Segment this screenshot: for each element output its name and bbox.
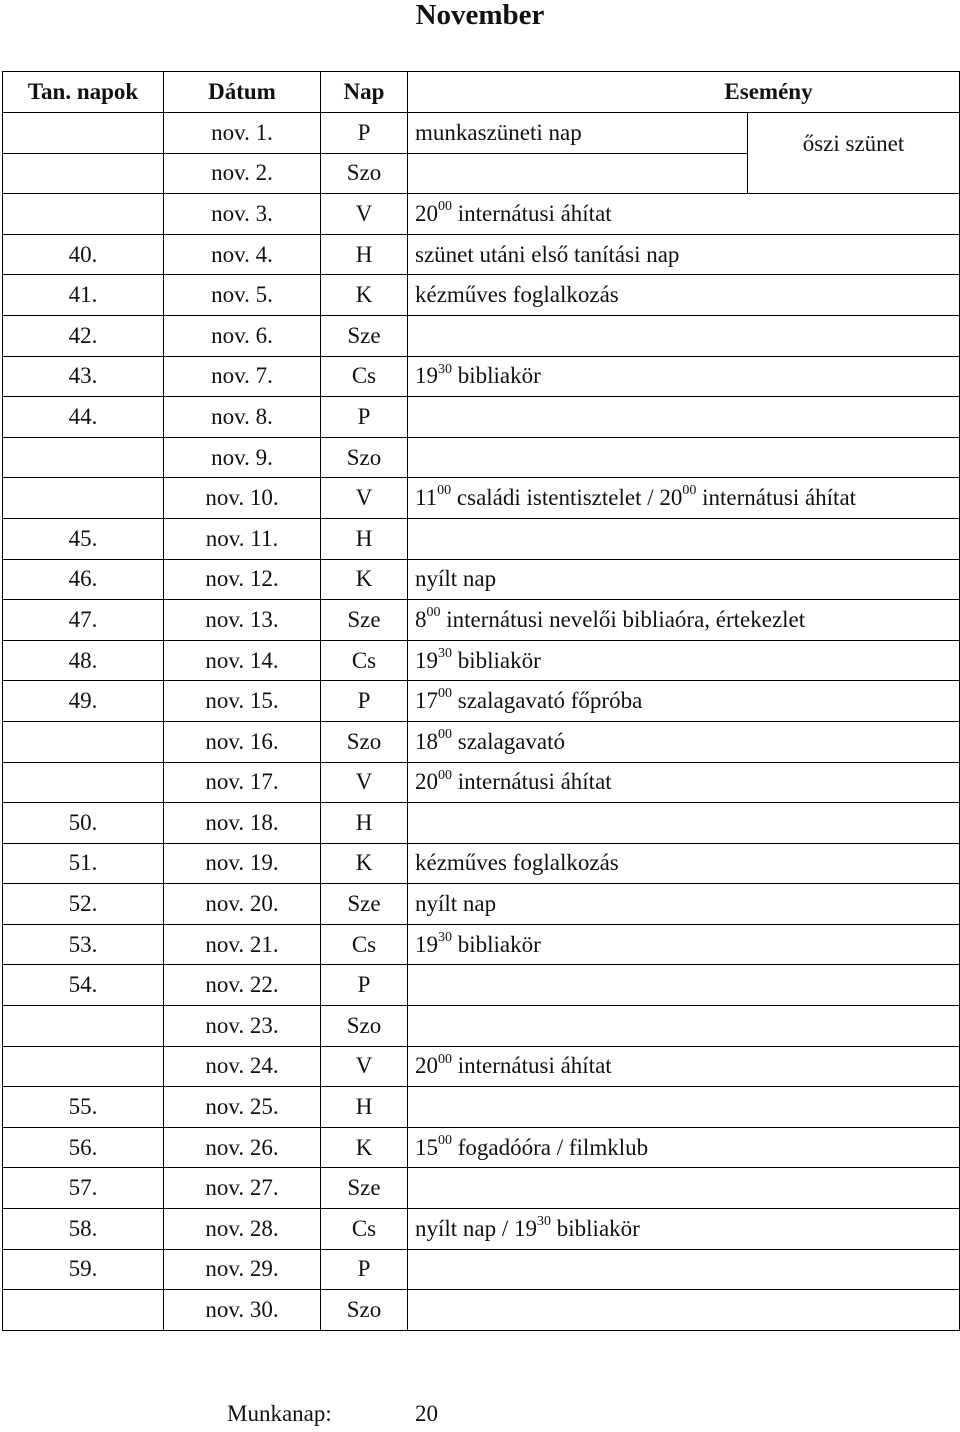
- datum-cell: nov. 24.: [164, 1046, 321, 1087]
- tan-napok-cell: 50.: [3, 803, 164, 844]
- tan-napok-cell: 49.: [3, 681, 164, 722]
- table-row: [3, 803, 960, 844]
- datum-cell: nov. 22.: [164, 965, 321, 1006]
- table-row: [3, 1209, 960, 1250]
- event-text: 15: [415, 1134, 438, 1160]
- nap-cell: P: [321, 1249, 408, 1290]
- table-row: [3, 1168, 960, 1209]
- event-text: internátusi áhítat: [452, 200, 612, 226]
- event-text: szalagavató főpróba: [452, 688, 643, 714]
- esemeny-cell: [408, 681, 960, 722]
- tan-napok-cell: [3, 721, 164, 762]
- table-row: [3, 1127, 960, 1168]
- event-text: szalagavató: [452, 728, 566, 754]
- esemeny-cell: [408, 1209, 960, 1250]
- esemeny-cell: [408, 924, 960, 965]
- esemeny-cell: [408, 843, 960, 884]
- table-row: [3, 640, 960, 681]
- nap-cell: K: [321, 275, 408, 316]
- tan-napok-cell: 58.: [3, 1209, 164, 1250]
- table-row: [3, 194, 960, 235]
- tan-napok-cell: [3, 1046, 164, 1087]
- esemeny-cell: [408, 1087, 960, 1128]
- table-row: [3, 315, 960, 356]
- calendar-table: [2, 71, 960, 1331]
- datum-cell: nov. 13.: [164, 600, 321, 641]
- table-row: [3, 397, 960, 438]
- workday-count: 20: [415, 1401, 438, 1426]
- datum-cell: nov. 27.: [164, 1168, 321, 1209]
- tan-napok-cell: 53.: [3, 924, 164, 965]
- table-row: [3, 884, 960, 925]
- tan-napok-cell: [3, 194, 164, 235]
- event-text: internátusi nevelői bibliaóra, értekezlet: [440, 606, 806, 632]
- time-superscript: 00: [438, 1051, 452, 1067]
- esemeny-cell: [408, 721, 960, 762]
- time-superscript: 30: [537, 1214, 552, 1230]
- datum-cell: nov. 15.: [164, 681, 321, 722]
- table-row: [3, 721, 960, 762]
- esemeny-cell: [408, 884, 960, 925]
- datum-cell: nov. 21.: [164, 924, 321, 965]
- tan-napok-cell: [3, 437, 164, 478]
- tan-napok-cell: [3, 1290, 164, 1331]
- esemeny-cell: [408, 762, 960, 803]
- calendar-body: [3, 113, 960, 1331]
- event-text: nyílt nap / 19: [415, 1215, 538, 1241]
- event-text: 19: [415, 363, 438, 389]
- nap-cell: Cs: [321, 924, 408, 965]
- tan-napok-cell: 40.: [3, 234, 164, 275]
- time-superscript: 30: [438, 361, 452, 377]
- time-superscript: 00: [438, 199, 452, 215]
- nap-cell: Sze: [321, 1168, 408, 1209]
- tan-napok-cell: [3, 113, 164, 154]
- event-text: munkaszüneti nap: [415, 119, 582, 145]
- datum-cell: nov. 7.: [164, 356, 321, 397]
- esemeny-cell: [408, 478, 960, 519]
- datum-cell: nov. 8.: [164, 397, 321, 438]
- esemeny-cell: [408, 275, 960, 316]
- nap-cell: H: [321, 1087, 408, 1128]
- esemeny-cell: [408, 1006, 960, 1047]
- esemeny-cell: [408, 518, 960, 559]
- table-row: [3, 1087, 960, 1128]
- event-text: nyílt nap: [415, 566, 497, 592]
- event-text: bibliakör: [452, 363, 541, 389]
- datum-cell: nov. 2.: [164, 153, 321, 194]
- nap-cell: K: [321, 1127, 408, 1168]
- table-row: [3, 924, 960, 965]
- tan-napok-cell: 54.: [3, 965, 164, 1006]
- table-row: [3, 1249, 960, 1290]
- esemeny-cell: [408, 600, 960, 641]
- nap-cell: Cs: [321, 1209, 408, 1250]
- tan-napok-cell: [3, 762, 164, 803]
- tan-napok-cell: 59.: [3, 1249, 164, 1290]
- nap-cell: P: [321, 397, 408, 438]
- esemeny-cell: [408, 194, 960, 235]
- tan-napok-cell: 41.: [3, 275, 164, 316]
- tan-napok-cell: [3, 1006, 164, 1047]
- datum-cell: nov. 28.: [164, 1209, 321, 1250]
- header-nap: Nap: [321, 72, 408, 113]
- nap-cell: V: [321, 1046, 408, 1087]
- header-esemeny: Esemény: [408, 72, 960, 113]
- tan-napok-cell: 51.: [3, 843, 164, 884]
- datum-cell: nov. 10.: [164, 478, 321, 519]
- table-row: [3, 559, 960, 600]
- esemeny-cell: [408, 397, 960, 438]
- table-row: [3, 600, 960, 641]
- table-row: [3, 234, 960, 275]
- tan-napok-cell: 52.: [3, 884, 164, 925]
- datum-cell: nov. 25.: [164, 1087, 321, 1128]
- esemeny-cell: [408, 559, 960, 600]
- nap-cell: H: [321, 518, 408, 559]
- esemeny-cell: [408, 965, 960, 1006]
- event-text: bibliakör: [452, 647, 541, 673]
- esemeny-cell: [408, 153, 748, 194]
- nap-cell: K: [321, 559, 408, 600]
- event-text: szünet utáni első tanítási nap: [415, 241, 680, 267]
- table-row: [3, 1290, 960, 1331]
- event-text: családi istentisztelet / 20: [451, 485, 683, 511]
- datum-cell: nov. 9.: [164, 437, 321, 478]
- table-row: [3, 437, 960, 478]
- datum-cell: nov. 29.: [164, 1249, 321, 1290]
- nap-cell: Sze: [321, 600, 408, 641]
- datum-cell: nov. 26.: [164, 1127, 321, 1168]
- datum-cell: nov. 16.: [164, 721, 321, 762]
- esemeny-cell: [408, 234, 960, 275]
- oszi-szunet-label: őszi szünet: [748, 113, 960, 194]
- tan-napok-cell: 46.: [3, 559, 164, 600]
- event-text: 18: [415, 728, 438, 754]
- time-superscript: 00: [438, 767, 452, 783]
- tan-napok-cell: 48.: [3, 640, 164, 681]
- time-superscript: 00: [682, 483, 697, 499]
- tan-napok-cell: 57.: [3, 1168, 164, 1209]
- datum-cell: nov. 6.: [164, 315, 321, 356]
- nap-cell: H: [321, 803, 408, 844]
- esemeny-cell: [408, 356, 960, 397]
- esemeny-cell: [408, 1046, 960, 1087]
- header-datum: Dátum: [164, 72, 321, 113]
- table-row: [3, 113, 960, 154]
- datum-cell: nov. 5.: [164, 275, 321, 316]
- table-row: [3, 1006, 960, 1047]
- workday-label: Munkanap:: [227, 1401, 332, 1426]
- datum-cell: nov. 3.: [164, 194, 321, 235]
- event-text: kézműves foglalkozás: [415, 850, 619, 876]
- tan-napok-cell: 56.: [3, 1127, 164, 1168]
- table-row: [3, 965, 960, 1006]
- footer: [227, 1401, 438, 1427]
- event-text: nyílt nap: [415, 891, 497, 917]
- nap-cell: V: [321, 478, 408, 519]
- table-row: [3, 356, 960, 397]
- header-row: [3, 72, 960, 113]
- datum-cell: nov. 1.: [164, 113, 321, 154]
- tan-napok-cell: 55.: [3, 1087, 164, 1128]
- nap-cell: Szo: [321, 437, 408, 478]
- table-row: [3, 1046, 960, 1087]
- event-text: bibliakör: [551, 1215, 640, 1241]
- nap-cell: K: [321, 843, 408, 884]
- nap-cell: V: [321, 762, 408, 803]
- table-row: [3, 843, 960, 884]
- event-text: 17: [415, 688, 438, 714]
- nap-cell: P: [321, 113, 408, 154]
- nap-cell: H: [321, 234, 408, 275]
- nap-cell: Cs: [321, 356, 408, 397]
- datum-cell: nov. 11.: [164, 518, 321, 559]
- esemeny-cell: [408, 1249, 960, 1290]
- esemeny-cell: [408, 113, 748, 154]
- tan-napok-cell: 42.: [3, 315, 164, 356]
- datum-cell: nov. 12.: [164, 559, 321, 600]
- datum-cell: nov. 20.: [164, 884, 321, 925]
- page-title: November: [415, 0, 545, 31]
- nap-cell: P: [321, 681, 408, 722]
- event-text: 20: [415, 769, 438, 795]
- event-text: internátusi áhítat: [452, 769, 612, 795]
- nap-cell: Szo: [321, 1006, 408, 1047]
- table-row: [3, 762, 960, 803]
- time-superscript: 00: [438, 727, 452, 743]
- esemeny-cell: [408, 315, 960, 356]
- tan-napok-cell: 45.: [3, 518, 164, 559]
- nap-cell: P: [321, 965, 408, 1006]
- datum-cell: nov. 18.: [164, 803, 321, 844]
- time-superscript: 00: [437, 483, 452, 499]
- esemeny-cell: [408, 1290, 960, 1331]
- header-tan-napok: Tan. napok: [3, 72, 164, 113]
- datum-cell: nov. 19.: [164, 843, 321, 884]
- nap-cell: V: [321, 194, 408, 235]
- tan-napok-cell: 44.: [3, 397, 164, 438]
- event-text: internátusi áhítat: [696, 485, 857, 511]
- time-superscript: 30: [438, 645, 452, 661]
- nap-cell: Sze: [321, 315, 408, 356]
- esemeny-cell: [408, 1168, 960, 1209]
- tan-napok-cell: 43.: [3, 356, 164, 397]
- table-row: [3, 681, 960, 722]
- event-text: 20: [415, 1053, 438, 1079]
- tan-napok-cell: 47.: [3, 600, 164, 641]
- nap-cell: Szo: [321, 153, 408, 194]
- datum-cell: nov. 23.: [164, 1006, 321, 1047]
- event-text: kézműves foglalkozás: [415, 282, 619, 308]
- event-text: 19: [415, 931, 438, 957]
- tan-napok-cell: [3, 478, 164, 519]
- esemeny-cell: [408, 640, 960, 681]
- table-row: [3, 275, 960, 316]
- event-text: 11: [415, 485, 438, 511]
- time-superscript: 30: [438, 930, 452, 946]
- table-row: [3, 518, 960, 559]
- datum-cell: nov. 4.: [164, 234, 321, 275]
- datum-cell: nov. 30.: [164, 1290, 321, 1331]
- datum-cell: nov. 17.: [164, 762, 321, 803]
- time-superscript: 00: [438, 686, 452, 702]
- nap-cell: Cs: [321, 640, 408, 681]
- datum-cell: nov. 14.: [164, 640, 321, 681]
- tan-napok-cell: [3, 153, 164, 194]
- table-row: [3, 478, 960, 519]
- event-text: bibliakör: [452, 931, 541, 957]
- nap-cell: Sze: [321, 884, 408, 925]
- esemeny-cell: [408, 803, 960, 844]
- event-text: 20: [415, 200, 438, 226]
- time-superscript: 00: [426, 605, 441, 621]
- esemeny-cell: [408, 1127, 960, 1168]
- nap-cell: Szo: [321, 721, 408, 762]
- event-text: fogadóóra / filmklub: [452, 1134, 649, 1160]
- event-text: internátusi áhítat: [452, 1053, 612, 1079]
- event-text: 19: [415, 647, 438, 673]
- nap-cell: Szo: [321, 1290, 408, 1331]
- event-text: 8: [415, 606, 427, 632]
- time-superscript: 00: [438, 1132, 452, 1148]
- esemeny-cell: [408, 437, 960, 478]
